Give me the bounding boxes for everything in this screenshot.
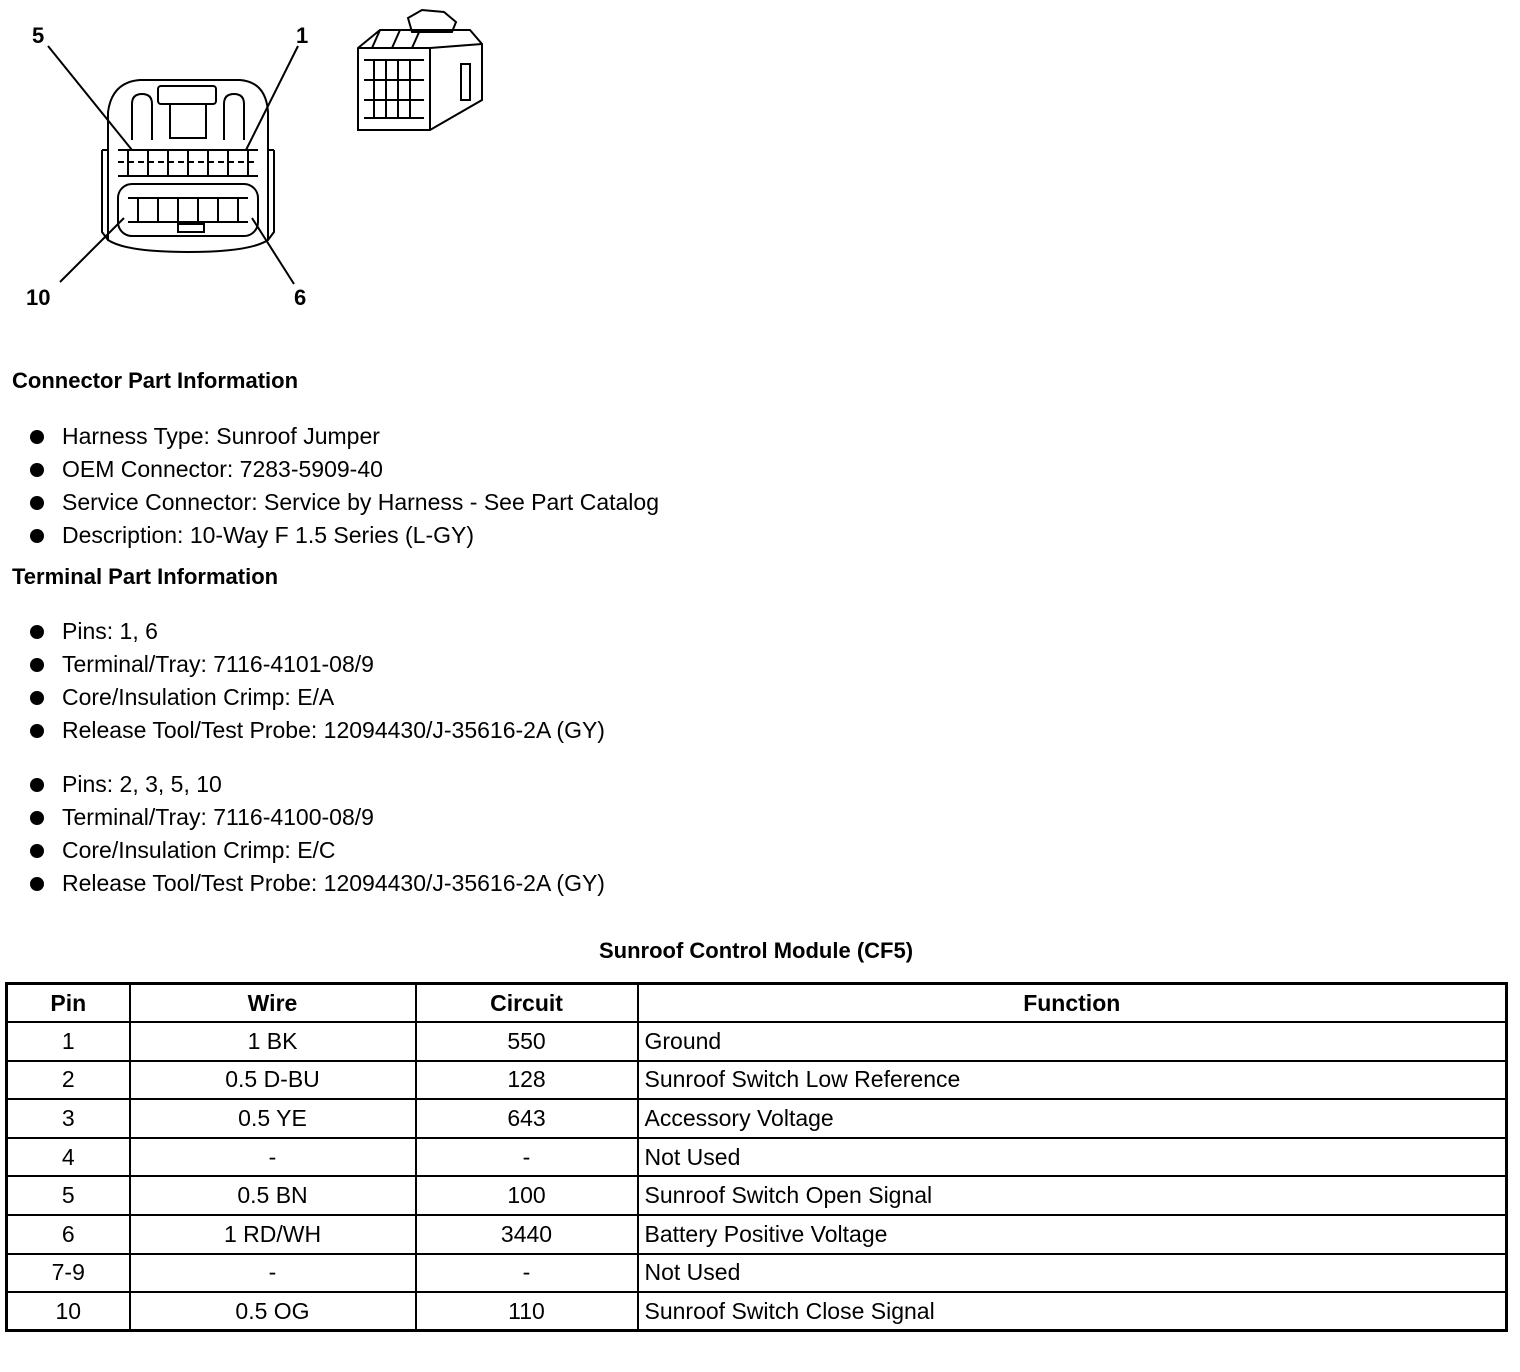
cell-function: Battery Positive Voltage [638,1215,1507,1254]
table-row [7,1099,1507,1138]
cell-function: Sunroof Switch Open Signal [638,1176,1507,1215]
pin-table-title: Sunroof Control Module (CF5) [598,938,914,963]
terminal-info-list-1 [30,615,605,747]
header-function: Function [638,984,1507,1023]
list-item: Harness Type: Sunroof Jumper [30,420,659,453]
cell-circuit: 550 [416,1022,638,1061]
header-wire: Wire [130,984,416,1023]
cell-wire: 0.5 BN [130,1176,416,1215]
list-item: Terminal/Tray: 7116-4101-08/9 [30,648,605,681]
cell-function: Accessory Voltage [638,1099,1507,1138]
list-item: OEM Connector: 7283-5909-40 [30,453,659,486]
cell-function: Sunroof Switch Low Reference [638,1061,1507,1100]
table-row [7,1022,1507,1061]
pin-label-5: 5 [32,23,45,48]
terminal-part-info-heading: Terminal Part Information [12,564,279,589]
list-item: Description: 10-Way F 1.5 Series (L-GY) [30,519,659,552]
list-item: Release Tool/Test Probe: 12094430/J-35616-2A (GY) [30,714,605,747]
cell-wire: 0.5 D-BU [130,1061,416,1100]
pin-leader-lines [48,46,298,284]
table-header-row [7,984,1507,1023]
header-circuit: Circuit [416,984,638,1023]
cell-circuit: 643 [416,1099,638,1138]
table-row [7,1138,1507,1177]
table-row [7,1254,1507,1293]
connector-diagram [0,0,520,340]
list-item: Pins: 2, 3, 5, 10 [30,768,605,801]
cell-wire: 1 BK [130,1022,416,1061]
connector-part-info-heading: Connector Part Information [12,368,299,393]
connector-face-view [102,80,274,252]
cell-pin: 5 [7,1176,130,1215]
pin-label-10: 10 [26,285,51,310]
cell-circuit: 100 [416,1176,638,1215]
cell-wire: 0.5 YE [130,1099,416,1138]
list-item: Terminal/Tray: 7116-4100-08/9 [30,801,605,834]
cell-pin: 4 [7,1138,130,1177]
cell-wire: 1 RD/WH [130,1215,416,1254]
cell-wire: - [130,1138,416,1177]
table-row [7,1292,1507,1331]
cell-pin: 2 [7,1061,130,1100]
connector-info-list [30,420,659,552]
list-item: Core/Insulation Crimp: E/A [30,681,605,714]
cell-pin: 7-9 [7,1254,130,1293]
pin-label-1: 1 [296,23,309,48]
terminal-info-list-2 [30,768,605,900]
cell-circuit: 128 [416,1061,638,1100]
cell-wire: - [130,1254,416,1293]
cell-function: Not Used [638,1254,1507,1293]
list-item: Core/Insulation Crimp: E/C [30,834,605,867]
pin-label-6: 6 [294,285,307,310]
cell-circuit: - [416,1138,638,1177]
cell-function: Sunroof Switch Close Signal [638,1292,1507,1331]
cell-pin: 3 [7,1099,130,1138]
cell-circuit: 110 [416,1292,638,1331]
cell-circuit: 3440 [416,1215,638,1254]
table-row [7,1215,1507,1254]
cell-pin: 10 [7,1292,130,1331]
cell-wire: 0.5 OG [130,1292,416,1331]
table-row [7,1176,1507,1215]
cell-circuit: - [416,1254,638,1293]
cell-function: Not Used [638,1138,1507,1177]
table-row [7,1061,1507,1100]
list-item: Pins: 1, 6 [30,615,605,648]
cell-pin: 1 [7,1022,130,1061]
list-item: Service Connector: Service by Harness - See Part Catalog [30,486,659,519]
list-item: Release Tool/Test Probe: 12094430/J-35616-2A (GY) [30,867,605,900]
connector-isometric-view [358,10,482,130]
header-pin: Pin [7,984,130,1023]
cell-pin: 6 [7,1215,130,1254]
pin-table [5,982,1508,1332]
cell-function: Ground [638,1022,1507,1061]
